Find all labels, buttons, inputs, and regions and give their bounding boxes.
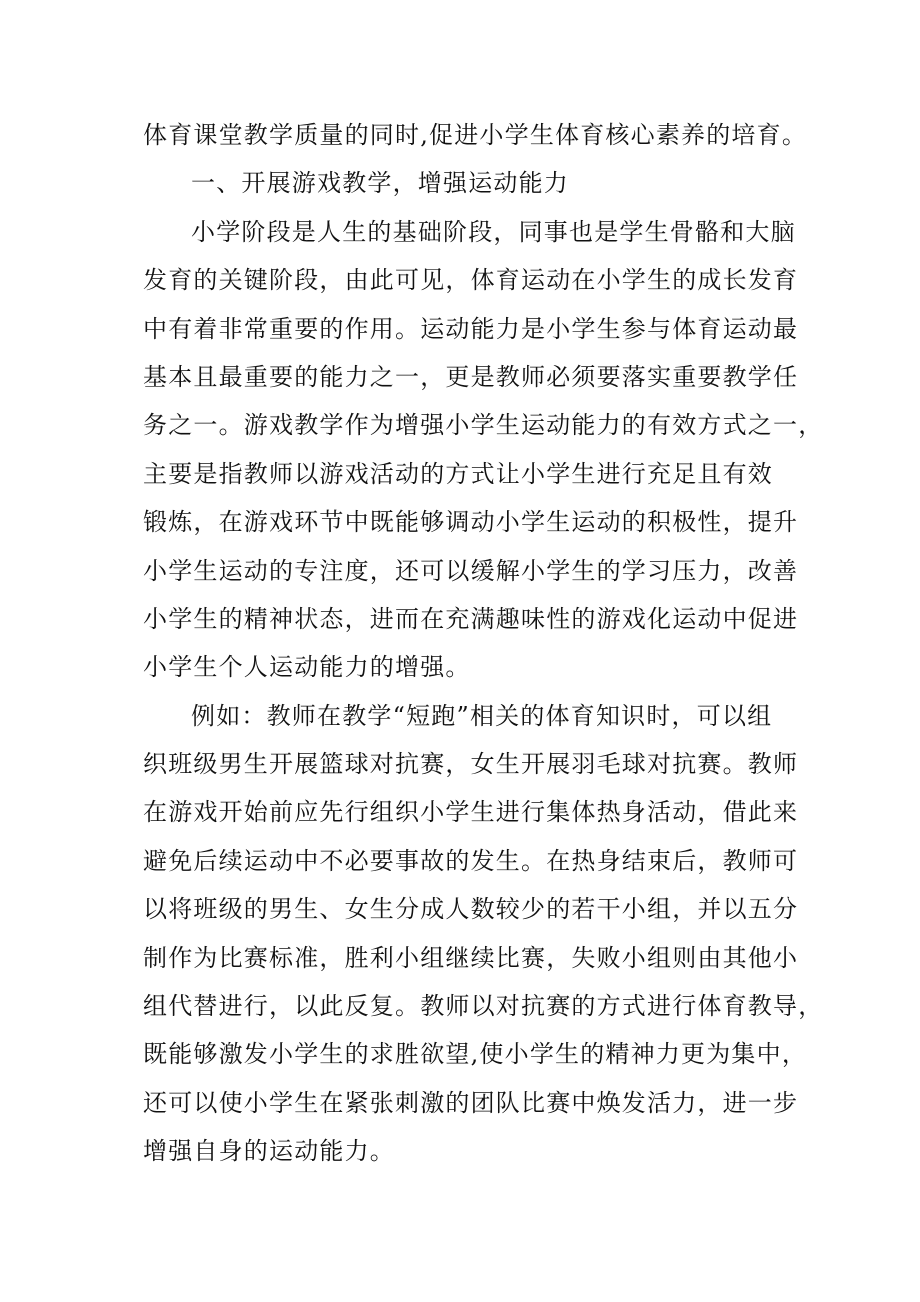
paragraph-2-line: 还可以使小学生在紧张刺激的团队比赛中焕发活力，进一步	[143, 1088, 799, 1117]
document-body	[143, 111, 824, 1176]
paragraph-1-line: 小学生个人运动能力的增强。	[143, 653, 471, 682]
paragraph-1-line: 小学生运动的专注度，还可以缓解小学生的学习压力，改善	[143, 556, 799, 585]
paragraph-2-line: 避免后续运动中不必要事故的发生。在热身结束后，教师可	[143, 846, 799, 875]
paragraph-2-line: 在游戏开始前应先行组织小学生进行集体热身活动，借此来	[143, 798, 799, 827]
paragraph-1-line: 小学生的精神状态，进而在充满趣味性的游戏化运动中促进	[143, 604, 799, 633]
paragraph-2-line: 织班级男生开展篮球对抗赛，女生开展羽毛球对抗赛。教师	[143, 750, 799, 779]
paragraph-1-line: 中有着非常重要的作用。运动能力是小学生参与体育运动最	[143, 314, 799, 343]
paragraph-1-line: 小学阶段是人生的基础阶段，同事也是学生骨骼和大脑	[191, 217, 796, 246]
paragraph-2-line: 增强自身的运动能力。	[143, 1137, 395, 1166]
paragraph-2-line: 制作为比赛标准，胜利小组继续比赛，失败小组则由其他小	[143, 943, 799, 972]
paragraph-1-line: 发育的关键阶段，由此可见，体育运动在小学生的成长发育	[143, 266, 799, 295]
section-heading: 一、开展游戏教学，增强运动能力	[191, 169, 569, 198]
paragraph-2-line: 以将班级的男生、女生分成人数较少的若干小组，并以五分	[143, 895, 799, 924]
continuation-line: 体育课堂教学质量的同时,促进小学生体育核心素养的培育。	[143, 121, 808, 149]
paragraph-1-line: 主要是指教师以游戏活动的方式让小学生进行充足且有效	[143, 459, 773, 488]
paragraph-1-line: 务之一。游戏教学作为增强小学生运动能力的有效方式之一，	[143, 411, 824, 440]
paragraph-2-line: 组代替进行，以此反复。教师以对抗赛的方式进行体育教导，	[143, 992, 824, 1021]
paragraph-2-line: 既能够激发小学生的求胜欲望,使小学生的精神力更为集中，	[143, 1040, 808, 1069]
paragraph-2-line: 例如：教师在教学“短跑”相关的体育知识时，可以组	[191, 701, 773, 730]
paragraph-1-line: 锻炼，在游戏环节中既能够调动小学生运动的积极性，提升	[143, 508, 799, 537]
paragraph-1-line: 基本且最重要的能力之一，更是教师必须要落实重要教学任	[143, 362, 799, 391]
